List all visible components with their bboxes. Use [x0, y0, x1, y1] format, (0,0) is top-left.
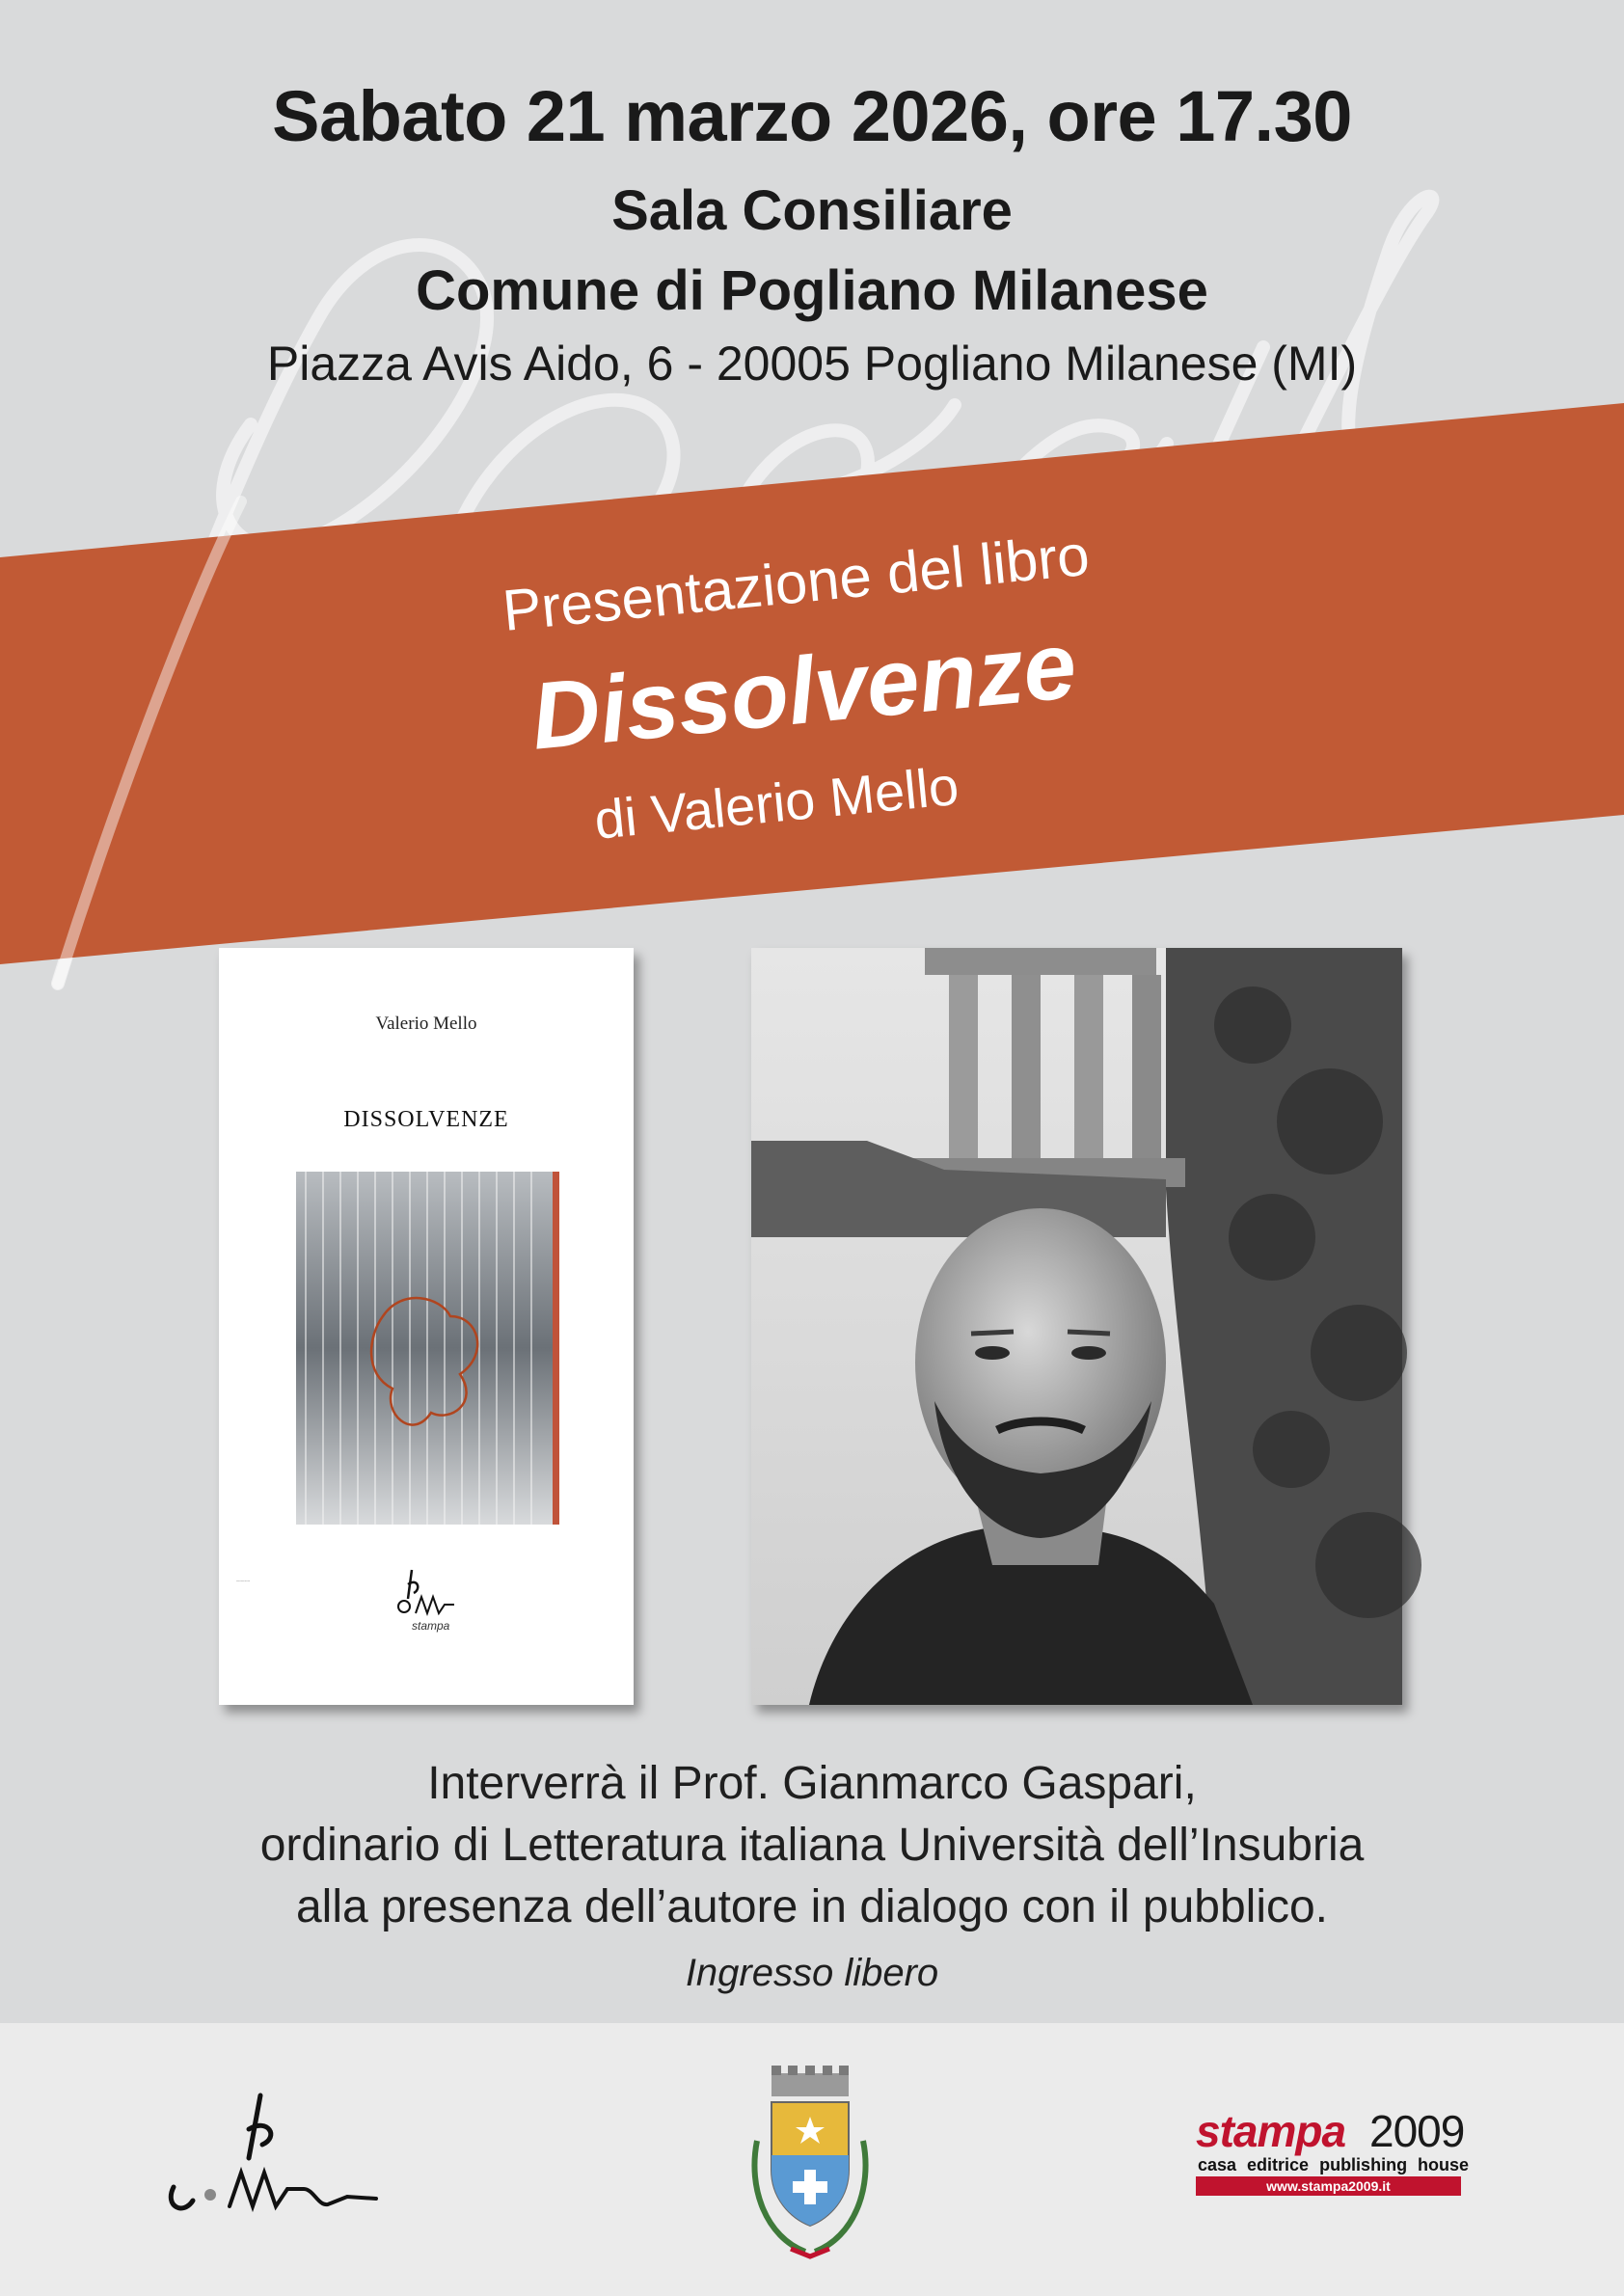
- cover-artwork: [296, 1172, 559, 1525]
- speaker-affiliation-line: ordinario di Letteratura italiana Università dell’Insubria: [259, 1820, 1365, 1871]
- svg-text:stampa: stampa: [412, 1619, 450, 1633]
- venue-name: Sala Consiliare: [611, 179, 1013, 242]
- book-presentation-label: Presentazione del libro: [500, 522, 1093, 643]
- cover-publisher-logo: [373, 1560, 479, 1637]
- stampa-url: www.stampa2009.it: [1196, 2176, 1461, 2196]
- stampa2009-logo: [1196, 2105, 1475, 2192]
- book-title: Dissolvenze: [527, 610, 1081, 770]
- author-photo: [751, 948, 1402, 1705]
- free-entry-note: Ingresso libero: [685, 1952, 939, 1994]
- venue-address: Piazza Avis Aido, 6 - 20005 Pogliano Milanese (MI): [266, 337, 1358, 391]
- crest-label: Pogliano Milanese coat of arms: [236, 1581, 250, 1582]
- book-cover: [219, 948, 634, 1705]
- event-date-time: Sabato 21 marzo 2026, ore 17.30: [272, 76, 1352, 156]
- speaker-line: Interverrà il Prof. Gianmarco Gaspari,: [427, 1758, 1197, 1809]
- cover-author: Valerio Mello: [375, 1013, 477, 1034]
- book-author: di Valerio Mello: [591, 754, 961, 851]
- cover-title: DISSOLVENZE: [343, 1107, 509, 1132]
- audience-line: alla presenza dell’autore in dialogo con il pubblico.: [295, 1881, 1329, 1932]
- stampa-tagline: casa editrice publishing house: [1198, 2155, 1470, 2174]
- la-collana-logo: [154, 2081, 386, 2226]
- band-text-group: [0, 522, 1624, 868]
- stampa-wordmark: stampa: [1196, 2106, 1346, 2156]
- venue-town: Comune di Pogliano Milanese: [416, 259, 1208, 322]
- stampa-year: 2009: [1369, 2106, 1465, 2156]
